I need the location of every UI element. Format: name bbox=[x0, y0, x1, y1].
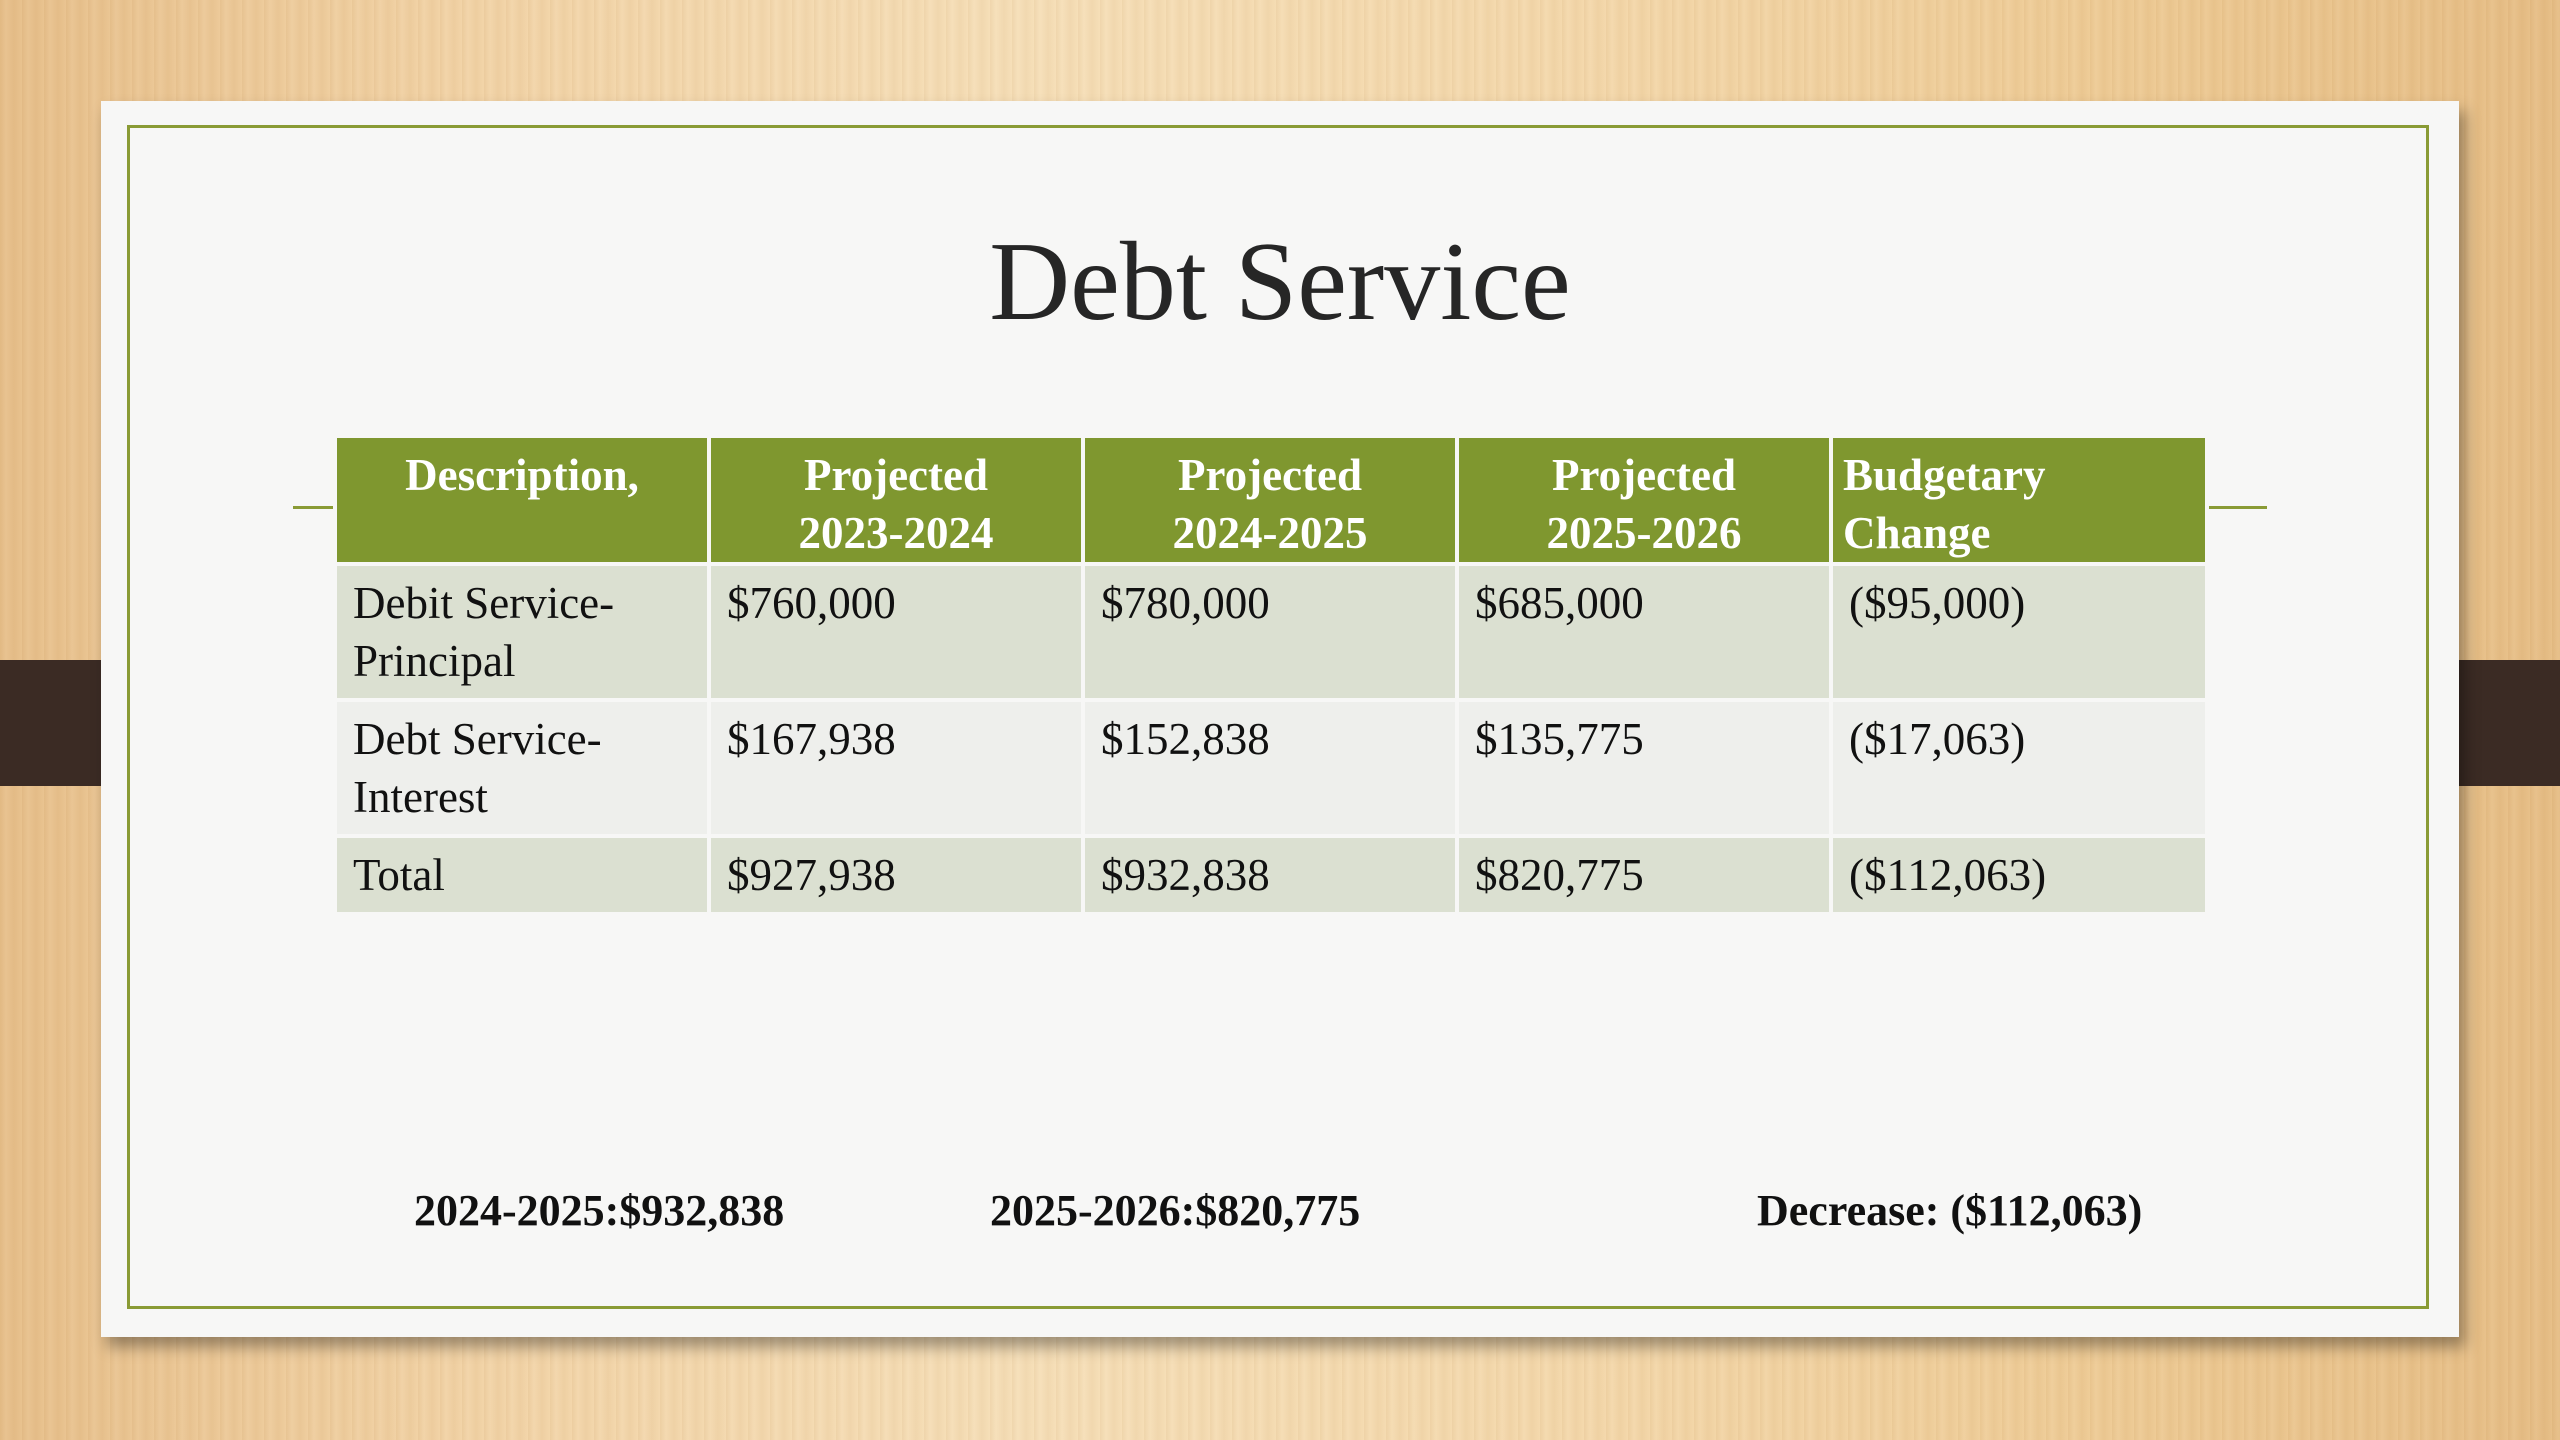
summary-prior-year: 2024-2025:$932,838 bbox=[414, 1186, 785, 1235]
header-projected-2024-2025 bbox=[1083, 436, 1457, 564]
table-row-total bbox=[335, 836, 2207, 914]
cell-value: $135,775 bbox=[1457, 700, 1831, 836]
debt-service-table bbox=[333, 434, 2209, 916]
row-description bbox=[335, 700, 709, 836]
cell-value: $932,838 bbox=[1083, 836, 1457, 914]
summary-current-year: 2025-2026:$820,775 bbox=[990, 1186, 1361, 1235]
row-description bbox=[335, 836, 709, 914]
table-row-interest bbox=[335, 700, 2207, 836]
header-line: Description, bbox=[405, 450, 639, 500]
cell-value: ($17,063) bbox=[1831, 700, 2207, 836]
header-line: Budgetary bbox=[1843, 450, 2046, 500]
slide bbox=[101, 101, 2459, 1337]
header-line: Projected bbox=[803, 450, 989, 500]
description-line: Total bbox=[353, 850, 445, 900]
description-line: Interest bbox=[353, 772, 488, 822]
accent-rule-right bbox=[2205, 506, 2267, 509]
cell-value: $167,938 bbox=[709, 700, 1083, 836]
description-line: Debit Service- bbox=[353, 578, 615, 628]
description-line: Debt Service- bbox=[353, 714, 602, 764]
header-line: 2024-2025 bbox=[1172, 508, 1368, 558]
summary-decrease: Decrease: ($112,063) bbox=[1757, 1186, 2143, 1235]
header-projected-2023-2024 bbox=[709, 436, 1083, 564]
cell-value: $820,775 bbox=[1457, 836, 1831, 914]
header-description bbox=[335, 436, 709, 564]
header-budgetary-change bbox=[1831, 436, 2207, 564]
cell-value: $760,000 bbox=[709, 564, 1083, 700]
table-row-principal bbox=[335, 564, 2207, 700]
cell-value: ($112,063) bbox=[1831, 836, 2207, 914]
accent-rule-left bbox=[293, 506, 333, 509]
header-line: 2023-2024 bbox=[798, 508, 994, 558]
cell-value: $152,838 bbox=[1083, 700, 1457, 836]
table-header-row bbox=[335, 436, 2207, 564]
header-line: 2025-2026 bbox=[1546, 508, 1742, 558]
slide-title: Debt Service bbox=[989, 220, 1571, 344]
cell-value: $685,000 bbox=[1457, 564, 1831, 700]
header-projected-2025-2026 bbox=[1457, 436, 1831, 564]
header-line: Projected bbox=[1551, 450, 1737, 500]
row-description bbox=[335, 564, 709, 700]
cell-value: $927,938 bbox=[709, 836, 1083, 914]
cell-value: ($95,000) bbox=[1831, 564, 2207, 700]
header-line: Change bbox=[1843, 508, 1991, 558]
header-line: Projected bbox=[1177, 450, 1363, 500]
cell-value: $780,000 bbox=[1083, 564, 1457, 700]
description-line: Principal bbox=[353, 636, 516, 686]
